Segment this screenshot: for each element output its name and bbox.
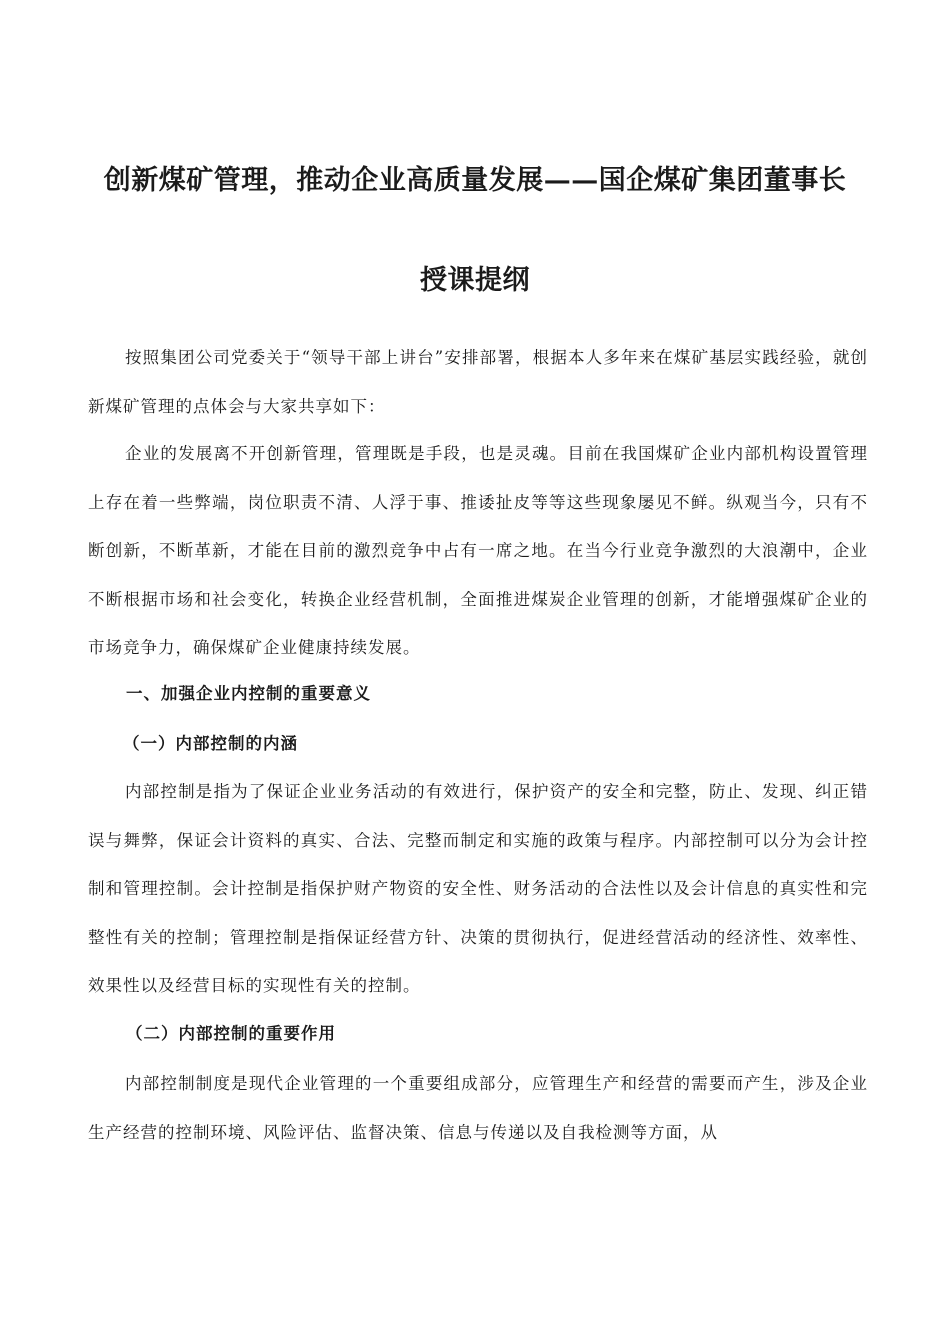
paragraph-internal-control-definition: 内部控制是指为了保证企业业务活动的有效进行，保护资产的安全和完整，防止、发现、纠正错误与舞弊，保证会计资料的真实、合法、完整而制定和实施的政策与程序。内部控制可以分为会计控制和管理控制。会计控制是指保护财产物资的安全性、财务活动的合法性以及会计信息的真实性和完整性有关的控制；管理控制是指保证经营方针、决策的贯彻执行，促进经营活动的经济性、效率性、效果性以及经营目标的实现性有关的控制。 <box>88 782 868 995</box>
paragraph-intro: 按照集团公司党委关于“领导干部上讲台”安排部署，根据本人多年来在煤矿基层实践经验，就创新煤矿管理的点体会与大家共享如下： <box>88 348 868 416</box>
subsection-heading-1-1: （一）内部控制的内涵 <box>123 734 298 753</box>
subsection-heading-1-2: （二）内部控制的重要作用 <box>126 1024 336 1043</box>
document-title-line-1: 创新煤矿管理，推动企业高质量发展——国企煤矿集团董事长 <box>103 165 847 196</box>
paragraph-internal-control-role: 内部控制制度是现代企业管理的一个重要组成部分，应管理生产和经营的需要而产生，涉及企业生产经营的控制环境、风险评估、监督决策、信息与传递以及自我检测等方面，从 <box>88 1074 868 1142</box>
paragraph-background: 企业的发展离不开创新管理，管理既是手段，也是灵魂。目前在我国煤矿企业内部机构设置管理上存在着一些弊端，岗位职责不清、人浮于事、推诿扯皮等等这些现象屡见不鲜。纵观当今，只有不断创新，不断革新，才能在目前的激烈竞争中占有一席之地。在当今行业竞争激烈的大浪潮中，企业不断根据市场和社会变化，转换企业经营机制，全面推进煤炭企业管理的创新，才能增强煤矿企业的市场竞争力，确保煤矿企业健康持续发展。 <box>88 444 868 657</box>
document-title-line-2: 授课提纲 <box>420 265 530 296</box>
section-heading-1: 一、加强企业内控制的重要意义 <box>126 684 371 703</box>
